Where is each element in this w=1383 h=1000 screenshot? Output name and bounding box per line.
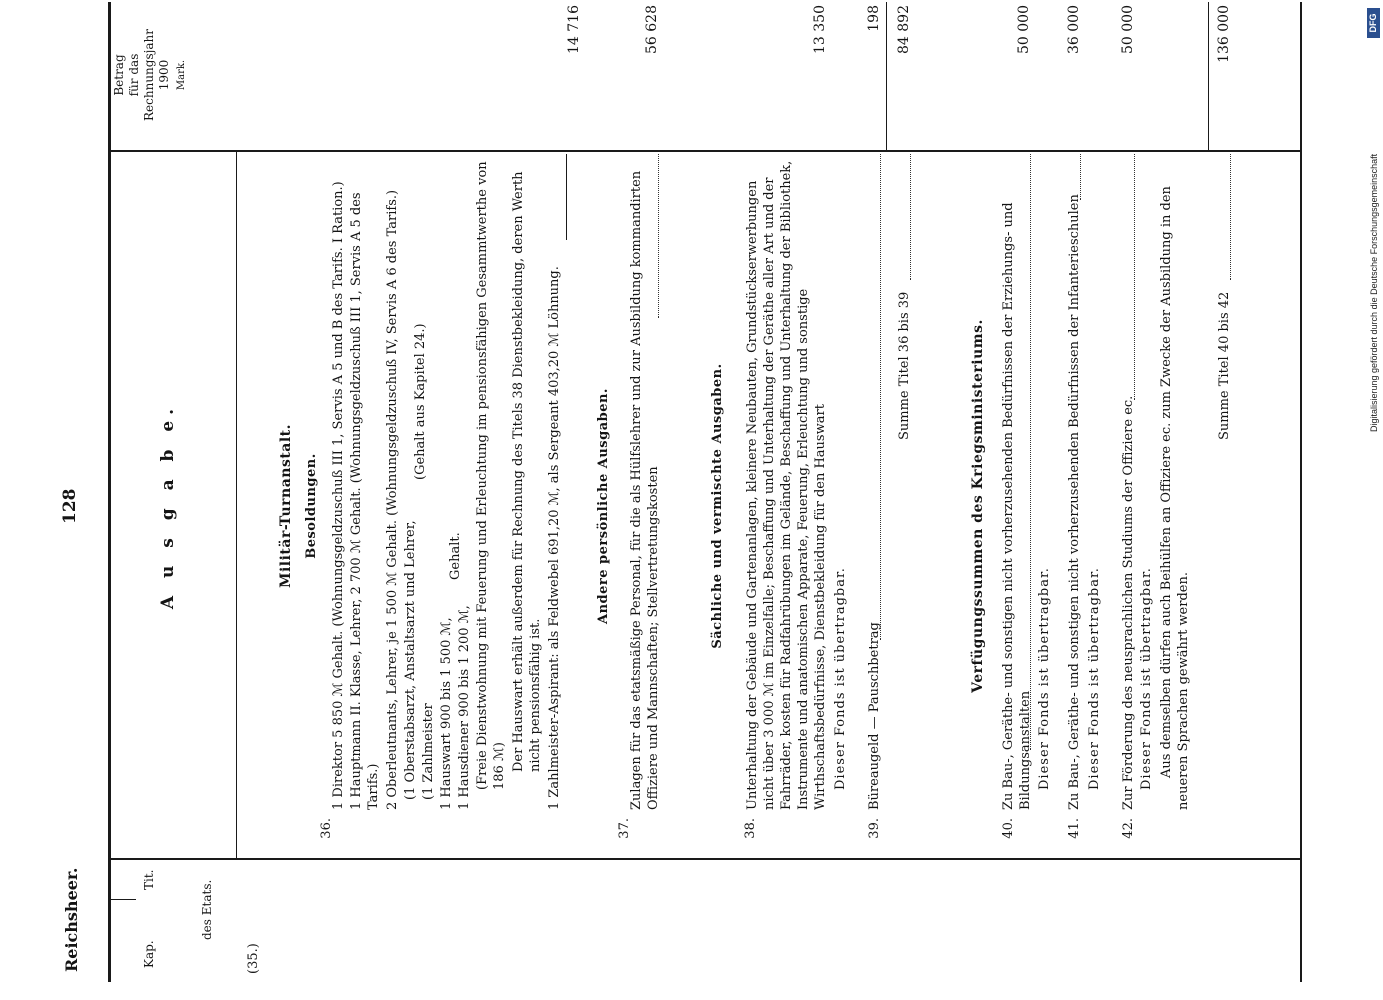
betrag-line-1: Betrag [112,54,126,96]
col-ausgabe: A u s g a b e. [158,402,178,610]
sum2-text: Summe Titel 40 bis 42 [1217,291,1232,440]
sum2-amount: 136 000 [1216,5,1232,63]
running-head-section: Reichsheer. [62,867,81,972]
col-kap: Kap. [142,940,156,968]
tit-39: 39. [867,818,882,839]
t37-text: Zulagen für das etatsmäßige Personal, für die als Hülfslehrer und zur Ausbildung kommandirten Offiziere und Mannschaften; Stellvertretungskosten [629,170,661,810]
t42-amount: 50 000 [1120,5,1136,54]
col-betrag [112,10,189,140]
t42-leader [1134,154,1135,400]
t36-line-4: (1 Oberstabsarzt, Anstaltsarzt und Lehrer, [403,520,418,800]
t36-subtotal-rule [566,154,567,240]
group-andere: Andere persönliche Ausgaben. [596,388,611,624]
t39-text: Büreaugeld — Pauschbetrag [867,622,882,810]
t41-note: Dieser Fonds ist übertragbar. [1087,567,1102,790]
betrag-mark: Mark. [176,59,187,91]
table-bottom-rule [1300,2,1302,982]
t40-amount: 50 000 [1016,5,1032,54]
sum2-leader [1230,154,1231,280]
t36-line-9: Gehalt. [448,532,463,580]
betrag-line-4: 1900 [157,59,171,91]
tit-41: 41. [1067,818,1082,839]
t40-leader [1030,154,1031,750]
sum1-rule [886,2,887,152]
t42-note: Dieser Fonds ist übertragbar. [1139,567,1154,790]
t36-line-12: 1 Zahlmeister-Aspirant: als Feldwebel 691,20 ℳ, als Sergeant 403,20 ℳ Löhnung. [547,266,562,810]
page-number: 128 [60,488,80,524]
table-top-rule [108,2,111,982]
sum2-rule [1208,2,1209,152]
t36-line-8: 1 Hausdiener 900 bis 1 200 ℳ, [457,605,472,810]
col-tit: Tit. [142,869,156,890]
tit-40: 40. [1001,818,1016,839]
dfg-logo: DFG [1367,8,1380,38]
t38-note: Dieser Fonds ist übertragbar. [833,567,848,790]
kap-tit-divider [108,899,136,900]
betrag-line-3: Rechnungsjahr [142,29,156,121]
t39-amount: 198 [866,5,882,32]
group-verfuegung: Verfügungssummen des Kriegsministeriums. [970,319,986,693]
dfg-credit-text: Digitalisierung gefördert durch die Deutsche Forschungsgemeinschaft [1369,153,1379,432]
col-des-etats: des Etats. [200,879,214,940]
t40-text: Zu Bau-, Geräthe- und sonstigen nicht vorherzusehenden Bedürfnissen der Erziehungs- und Bildungsanstalten [1001,202,1033,810]
t38-amount: 13 350 [812,5,828,54]
header-rule [236,152,237,860]
t40-note: Dieser Fonds ist übertragbar. [1037,567,1052,790]
betrag-line-2: für das [127,53,141,97]
t42-extra: Aus demselben dürfen auch Beihülfen an Offiziere ec. zum Zwecke der Ausbildung in den neueren Sprachen gewährt werden. [1159,186,1191,810]
t36-line-2: 1 Hauptmann II. Klasse, Lehrer, 2 700 ℳ Gehalt. (Wohnungsgeldzuschuß III 1, Servis A 5 des Tarifs.) [349,192,381,810]
t39-leader [880,154,881,640]
t41-leader [1080,154,1081,200]
group-saechliche: Sächliche und vermischte Ausgaben. [710,363,725,649]
t41-amount: 36 000 [1066,5,1082,54]
tit-38: 38. [743,818,758,839]
tit-37: 37. [617,818,632,839]
t36-line-5: (1 Zahlmeister [421,703,436,800]
t37-amount: 56 628 [644,5,660,54]
t41-text: Zu Bau-, Geräthe- und sonstigen nicht vorherzusehenden Bedürfnissen der Infanterieschulen [1067,194,1082,810]
section-title: Militär-Turnanstalt. [278,423,294,589]
t37-leader [658,154,659,318]
t36-line-10: (Freie Dienstwohnung mit Feuerung und Erleuchtung im pensionsfähigen Gesammtwerthe von 186 ℳ) [475,161,507,790]
sum1-leader [910,154,911,280]
tit-36: 36. [319,818,334,839]
t36-line-1: 1 Direktor 5 850 ℳ Gehalt. (Wohnungsgeldzuschuß III 1, Servis A 5 und B des Tarifs. I Ration.) [331,181,346,810]
group-besoldungen: Besoldungen. [304,453,319,559]
t38-text: Unterhaltung der Gebäude und Gartenanlagen, kleinere Neubauten, Grundstückserwerbungen nicht über 3 000 ℳ im Einzelfalle; Beschaffung und Unterhaltung der Geräthe aller Art und der Fahrräder, kosten für Radfahrübungen im Gelände, Beschaffung und Unterhaltung der Bibliothek, Instrumente und anatomischen Apparate, Feuerung, Erleuchtung und sonstige Wirthschaftsbedürfnisse, Dienstbekleidung für den Hauswart [745,160,828,810]
dfg-credit-strip [1367,0,1381,1000]
t36-line-6: (Gehalt aus Kapitel 24.) [413,323,428,480]
sum1-text: Summe Titel 36 bis 39 [897,291,912,440]
t36-amount: 14 716 [566,5,582,54]
t36-line-11: Der Hauswart erhält außerdem für Rechnung des Titels 38 Dienstbekleidung, deren Werth nicht pensionsfähig ist. [511,171,543,772]
t36-line-3: 2 Oberleutnants, Lehrer, je 1 500 ℳ Gehalt. (Wohnungsgeldzuschuß IV, Servis A 6 des Tarifs.) [385,189,400,810]
sum1-amount: 84 892 [896,5,912,54]
kapitel-number: (35.) [246,943,261,974]
t36-line-7: 1 Hauswart 900 bis 1 500 ℳ, [439,617,454,810]
t42-text: Zur Förderung des neusprachlichen Studiums der Offiziere ec. [1121,395,1136,810]
tit-42: 42. [1121,818,1136,839]
